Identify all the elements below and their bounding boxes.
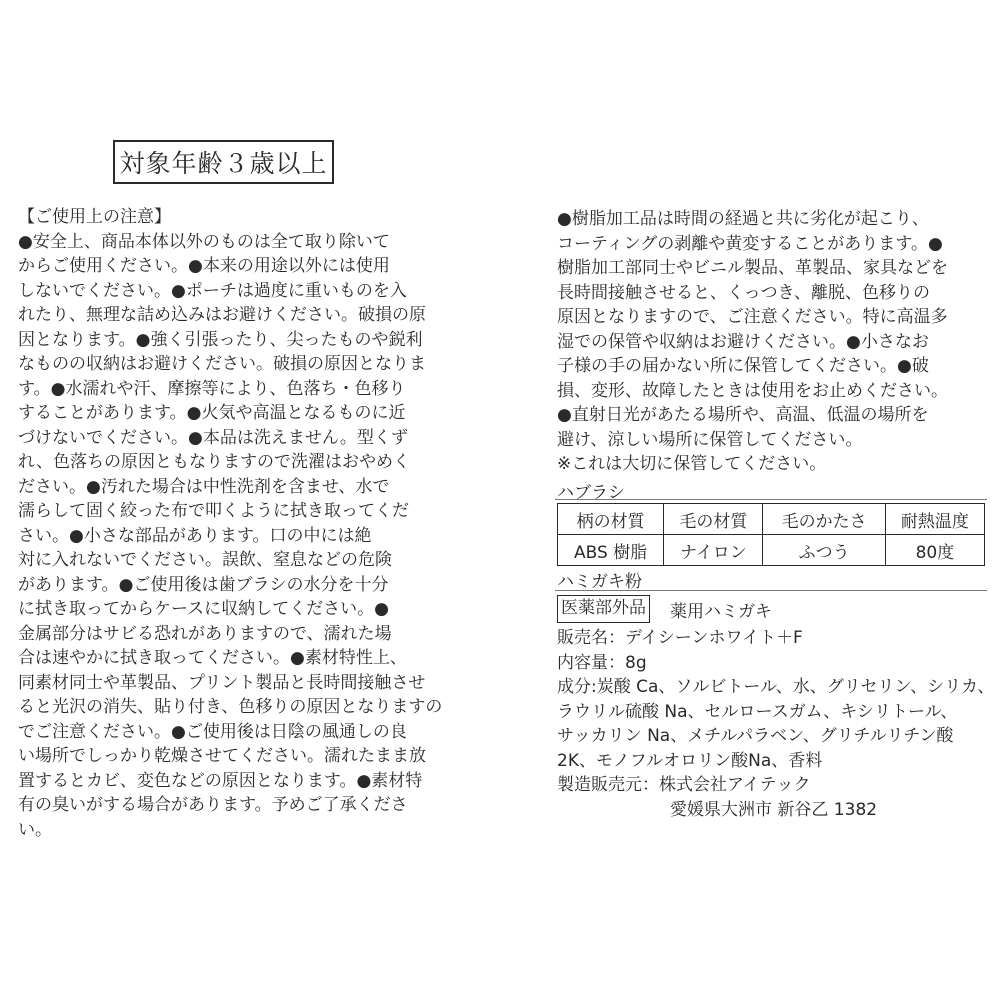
caution-line: 対に入れないでください。誤飲、窒息などの危険 [18,550,392,570]
resin-line: ●樹脂加工品は時間の経過と共に劣化が起こり、 [557,209,929,229]
toothbrush-label: ハブラシ [557,483,625,503]
caution-line: に拭き取ってからケースに収納してください。● [18,599,389,619]
caution-line: ると光沢の消失、貼り付き、色移りの原因となりますの [18,697,443,717]
table-header-cell: 耐熱温度 [885,504,984,535]
caution-line: ●安全上、商品本体以外のものは全て取り除いて [18,231,390,252]
caution-line: い。 [18,819,52,840]
caution-line: 金属部分はサビる恐れがありますので、濡れた場 [18,623,392,644]
toothpaste-label: ハミガキ粉 [557,572,642,592]
caution-line: さい。●小さな部品があります。口の中には絶 [18,525,372,546]
caution-line: でご注意ください。●ご使用後は日陰の風通しの良 [18,721,407,742]
content-amount: 内容量：8g [557,652,647,673]
table-cell: ABS 樹脂 [558,535,664,566]
manufacturer: 製造販売元：株式会社アイテック [557,775,811,795]
caution-line: なものの収納はお避けください。破損の原因となりま [18,354,426,374]
ingredient-line: 2K、モノフルオロリン酸Na、香料 [557,750,823,771]
toothpaste-info [557,626,995,822]
resin-line: 樹脂加工部同士やビニル製品、革製品、家具などを [557,258,948,278]
caution-line: があります。●ご使用後は歯ブラシの水分を十分 [18,574,389,595]
resin-line: コーティングの剥離や黄変することがあります。● [557,233,943,254]
toothbrush-divider [555,499,987,500]
caution-line: ださい。●汚れた場合は中性洗剤を含ませ、水で [18,476,390,497]
product-type: 薬用ハミガキ [670,602,772,622]
resin-line: ※これは大切に保管してください。 [557,454,827,474]
resin-line: 子様の手の届かない所に保管してください。●破 [557,356,929,376]
caution-line: れ、色落ちの原因ともなりますので洗濯はおやめく [18,452,411,472]
caution-line: 同素材同士や革製品、プリント製品と長時間接触させ [18,672,426,693]
table-cell: 80度 [885,535,984,566]
table-header-cell: 毛の材質 [664,504,763,535]
table-header-cell: 柄の材質 [558,504,664,535]
ingredient-line: 成分:炭酸 Ca、ソルビトール、水、グリセリン、シリカ、 [557,677,995,697]
resin-line: 長時間接触させると、くっつき、離脱、色移りの [557,282,930,303]
caution-line: しないでください。●ポーチは過度に重いものを入 [18,280,407,301]
resin-line: 原因となりますので、ご注意ください。特に高温多 [557,307,948,327]
table-cell: ふつう [763,535,885,566]
caution-section [18,205,446,842]
caution-heading: 【ご使用上の注意】 [18,207,171,227]
caution-line: れたり、無理な詰め込みはお避けください。破損の原 [18,305,426,325]
table-header-cell: 毛のかたさ [763,504,885,535]
caution-line: 濡らして固く絞った布で叩くように拭き取ってくだ [18,501,409,521]
caution-line: からご使用ください。●本来の用途以外には使用 [18,256,390,276]
quasi-drug-badge: 医薬部外品 [557,595,650,623]
caution-line: づけないでください。●本品は洗えません。型くず [18,427,408,448]
caution-line: 置するとカビ、変色などの原因となります。●素材特 [18,770,423,791]
age-label: 対象年齢３歳以上 [113,140,334,184]
caution-line: 因となります。●強く引張ったり、尖ったものや鋭利 [18,329,423,350]
table-cell: ナイロン [664,535,763,566]
ingredient-line: サッカリン Na、メチルパラベン、グリチルリチン酸 [557,726,954,746]
toothbrush-spec-table [557,503,985,566]
resin-line: 損、変形、故障したときは使用をお止めください。 [557,380,948,401]
caution-line: することがあります。●火気や高温となるものに近 [18,403,406,423]
table-row [558,535,985,566]
resin-line: 湿での保管や収納はお避けください。●小さなお [557,331,929,352]
sales-name: 販売名：デイシーンホワイト＋F [557,628,803,648]
resin-caution-section [557,207,987,477]
ingredient-line: ラウリル硫酸 Na、セルロースガム、キシリトール、 [557,701,958,722]
resin-line: ●直射日光があたる場所や、高温、低温の場所を [557,405,929,425]
caution-line: 有の臭いがする場合があります。予めご了承くださ [18,795,408,815]
caution-line: 合は速やかに拭き取ってください。●素材特性上、 [18,648,407,668]
table-header-row [558,504,985,535]
resin-line: 避け、涼しい場所に保管してください。 [557,429,863,450]
manufacturer-address: 愛媛県大洲市 新谷乙 1382 [670,799,878,820]
caution-line: す。●水濡れや汗、摩擦等により、色落ち・色移り [18,378,406,399]
toothpaste-divider [555,590,987,591]
caution-line: い場所でしっかり乾燥させてください。濡れたまま放 [18,746,426,766]
